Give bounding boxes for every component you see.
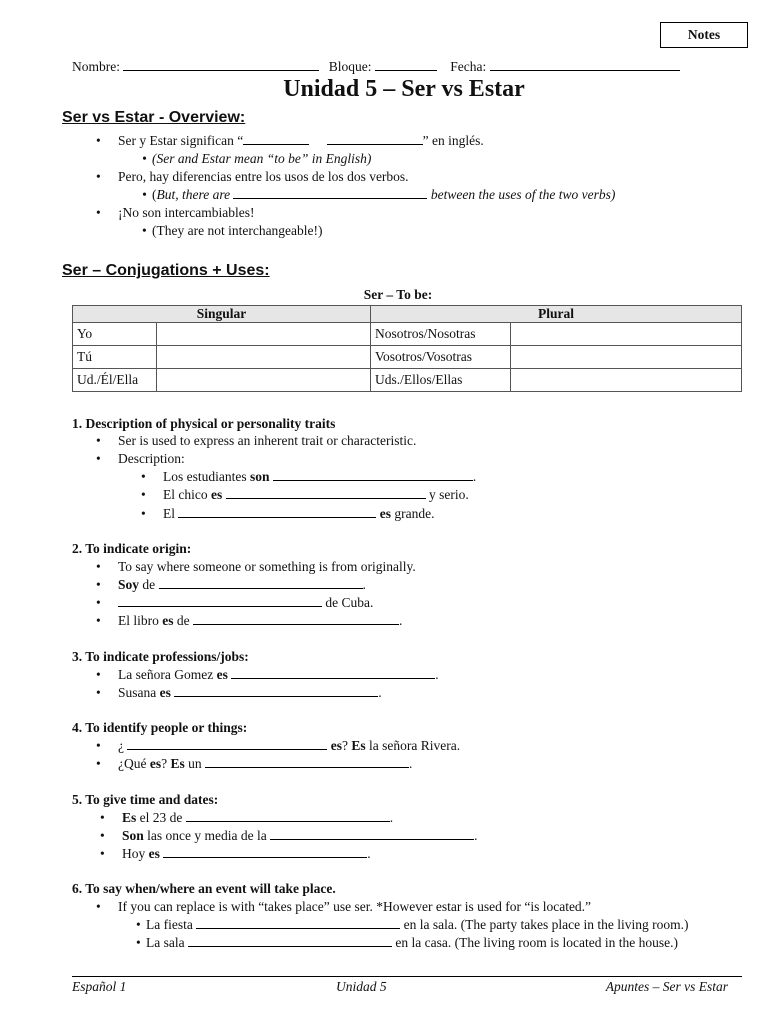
use-1-example-2: • El chico es y serio. — [163, 487, 469, 503]
table-row — [73, 346, 742, 369]
blank[interactable] — [196, 917, 400, 929]
blank[interactable] — [273, 469, 473, 481]
use-1-bullet-1: • Ser is used to express an inherent trait or characteristic. — [118, 433, 416, 449]
use-5-heading: 5. To give time and dates: — [72, 792, 219, 807]
blank[interactable] — [233, 187, 427, 199]
footer-center: Unidad 5 — [336, 979, 387, 994]
overview-bullet-1: • Ser y Estar significan “ ” en inglés. — [118, 133, 484, 149]
plural-header: Plural — [371, 306, 742, 323]
answer-cell[interactable] — [511, 369, 742, 392]
use-1-heading: 1. Description of physical or personality traits — [72, 416, 336, 431]
blank[interactable] — [118, 595, 322, 607]
footer — [72, 976, 742, 994]
blank[interactable] — [178, 506, 376, 518]
use-2-bullet-2: • Soy de . — [118, 577, 366, 593]
page-title: Unidad 5 – Ser vs Estar — [283, 76, 525, 102]
answer-cell[interactable] — [157, 346, 371, 369]
pronoun-cell: Uds./Ellos/Ellas — [371, 369, 511, 392]
blank[interactable] — [193, 613, 399, 625]
use-4-heading: 4. To identify people or things: — [72, 720, 248, 735]
overview-bullet-3: • ¡No son intercambiables! — [118, 205, 254, 221]
use-3-bullet-1: • La señora Gomez es . — [118, 667, 439, 683]
blank[interactable] — [205, 756, 409, 768]
student-info-header — [72, 59, 680, 75]
pronoun-cell: Yo — [73, 323, 157, 346]
blank[interactable] — [186, 810, 390, 822]
use-2-bullet-4: • El libro es de . — [118, 613, 402, 629]
overview-sub-3: • (They are not interchangeable!) — [152, 223, 323, 239]
answer-cell[interactable] — [511, 323, 742, 346]
table-row — [73, 323, 742, 346]
blank[interactable] — [270, 828, 474, 840]
overview-heading: Ser vs Estar - Overview: — [62, 109, 246, 126]
pronoun-cell: Nosotros/Nosotras — [371, 323, 511, 346]
notes-box: Notes — [660, 22, 748, 48]
blank[interactable] — [231, 667, 435, 679]
blank[interactable] — [327, 133, 423, 145]
use-3-heading: 3. To indicate professions/jobs: — [72, 649, 249, 664]
blank[interactable] — [159, 577, 363, 589]
blank[interactable] — [163, 846, 367, 858]
use-2-bullet-3: • de Cuba. — [118, 595, 373, 611]
use-3-bullet-2: • Susana es . — [118, 685, 382, 701]
use-1-example-1: • Los estudiantes son . — [163, 469, 476, 485]
use-4-bullet-2: • ¿Qué es? Es un . — [118, 756, 412, 772]
pronoun-cell: Vosotros/Vosotras — [371, 346, 511, 369]
blank[interactable] — [188, 935, 392, 947]
use-5-bullet-2: • Son las once y media de la . — [122, 828, 477, 844]
singular-header: Singular — [73, 306, 371, 323]
answer-cell[interactable] — [511, 346, 742, 369]
use-4-bullet-1: • ¿ es? Es la señora Rivera. — [118, 738, 460, 754]
overview-bullet-2: • Pero, hay diferencias entre los usos de los dos verbos. — [118, 169, 409, 185]
ser-heading: Ser – Conjugations + Uses: — [62, 262, 270, 279]
bloque-label: Bloque: — [328, 59, 372, 74]
conjugation-table — [72, 305, 742, 392]
table-row — [73, 369, 742, 392]
use-6-example-1: • La fiesta en la sala. (The party takes place in the living room.) — [146, 917, 689, 933]
use-6-bullet-1: • If you can replace is with “takes place” use ser. *However estar is used for “is located.” — [118, 899, 591, 915]
use-6-heading: 6. To say when/where an event will take place. — [72, 881, 336, 896]
use-5-bullet-1: • Es el 23 de . — [122, 810, 393, 826]
nombre-label: Nombre: — [72, 59, 120, 74]
fecha-label: Fecha: — [450, 59, 487, 74]
blank[interactable] — [226, 487, 426, 499]
footer-left: Español 1 — [72, 979, 127, 994]
blank[interactable] — [174, 685, 378, 697]
use-2-bullet-1: • To say where someone or something is from originally. — [118, 559, 416, 575]
answer-cell[interactable] — [157, 323, 371, 346]
use-1-example-3: • El es grande. — [163, 506, 434, 522]
pronoun-cell: Ud./Él/Ella — [73, 369, 157, 392]
use-6-example-2: • La sala en la casa. (The living room is located in the house.) — [146, 935, 678, 951]
answer-cell[interactable] — [157, 369, 371, 392]
overview-sub-1: • (Ser and Estar mean “to be” in English) — [152, 151, 371, 167]
table-caption: Ser – To be: — [363, 287, 433, 302]
bloque-blank[interactable] — [375, 59, 437, 71]
blank[interactable] — [243, 133, 309, 145]
use-5-bullet-3: • Hoy es . — [122, 846, 371, 862]
use-1-bullet-2: • Description: — [118, 451, 185, 467]
fecha-blank[interactable] — [490, 59, 680, 71]
nombre-blank[interactable] — [123, 59, 319, 71]
blank[interactable] — [127, 738, 327, 750]
use-2-heading: 2. To indicate origin: — [72, 541, 192, 556]
pronoun-cell: Tú — [73, 346, 157, 369]
overview-sub-2: • (But, there are between the uses of the two verbs) — [152, 187, 615, 203]
footer-right: Apuntes – Ser vs Estar — [605, 979, 728, 994]
